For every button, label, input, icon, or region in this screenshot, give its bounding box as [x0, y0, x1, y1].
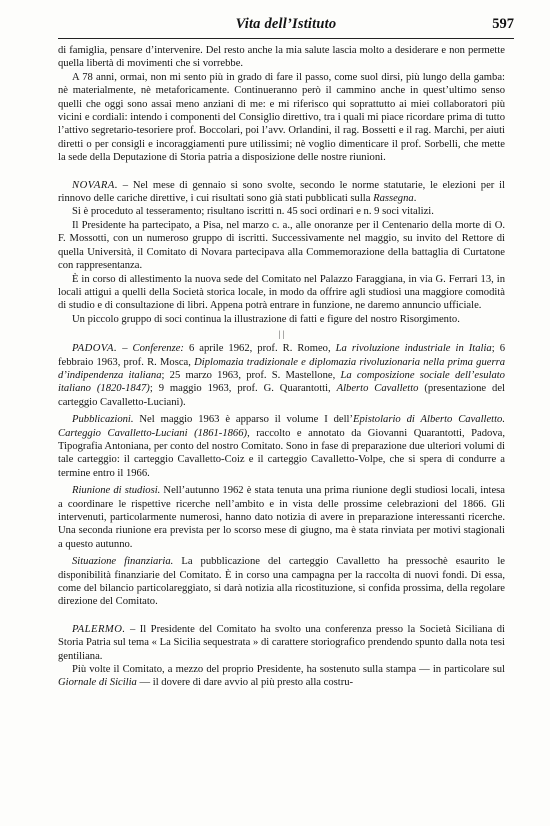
padova-heading: PADOVA.: [72, 343, 118, 355]
padova-fin-text: La pubblicazione del carteggio Cavalletto ha pressochè esaurito le disponibilità finanziarie del Comitato. È in corso una campagna per la raccolta di nuovi fondi. Di essa, come del bilancio particolareggiato, si darà notizia alla ricostituzione, si confida prossima, della regolare direzione del Comitato.: [58, 556, 505, 608]
divider-mark: | |: [278, 329, 285, 340]
palermo-paragraph-1: [58, 623, 505, 663]
padova-fin-label: Situazione finanziaria.: [72, 556, 174, 568]
novara-paragraph-4: È in corso di allestimento la nuova sede del Comitato nel Palazzo Faraggiana, in via G. Ferrari 13, in locali attigui a quelli della Società storica locale, in modo da offrire agli studiosi una maggiore comodità di studio e di consultazione di libri. Appena potrà entrare in funzione, ne daremo annuncio ufficiale.: [58, 273, 505, 312]
novara-paragraph-5: Un piccolo gruppo di soci continua la illustrazione di fatti e figure del nostro Risorgimento.: [72, 313, 460, 325]
padova-conf-title-c: La composizione sociale dell’esulato italiano (1820-1847): [58, 369, 505, 395]
running-title: Vita dell’Istituto: [235, 16, 337, 32]
palermo-paragraph-2: [58, 663, 505, 690]
novara-paragraph-3: Il Presidente ha partecipato, a Pisa, nel marzo c. a., alle onoranze per il Centenario della morte di O. F. Mossotti, con un numeroso gruppo di iscritti. Successivamente nel maggio, su invito del Rettore di quella Università, il Comitato di Novara partecipava alla Commemorazione della battaglia di Curtatone con rappresentanza.: [58, 219, 505, 272]
palermo-p1-text: – Il Presidente del Comitato ha svolto una conferenza presso la Società Siciliana di Storia Patria sul tema « La Sicilia sequestrata » di carattere storiografico prendendo spunto dalla nota tesi gentiliana.: [58, 623, 505, 662]
page-number: 597: [492, 16, 514, 32]
section-gap: [58, 609, 505, 623]
padova-conf-label: – Conferenze:: [117, 343, 184, 355]
padova-conf-text-c: ; 25 marzo 1963, prof. S. Mastellone,: [161, 369, 341, 381]
novara-p1-italic: Rassegna: [373, 193, 414, 205]
palermo-p2-text-a: Più volte il Comitato, a mezzo del proprio Presidente, ha sostenuto sulla stampa — in particolare sul: [72, 664, 505, 676]
intro-paragraph-1: di famiglia, pensare d’intervenire. Del resto anche la mia salute lascia molto a desiderare e non permette quella libertà di movimenti che si vorrebbe.: [58, 45, 505, 70]
padova-conf-title-b: Diplomazia tradizionale e diplomazia rivoluzionaria nella prima guerra d’indipendenza italiana: [58, 356, 505, 381]
padova-paragraph-finanze: [58, 555, 505, 609]
novara-heading: NOVARA.: [72, 179, 118, 191]
main-text: [58, 44, 505, 690]
padova-paragraph-conferenze: [58, 342, 505, 409]
padova-pub-text-b: , raccolto e annotato da Giovanni Quarantotti, Padova, Tipografia Antoniana, per conto del nostro Comitato. Sono in fase di preparazione due ulteriori volumi di tale carteggio: il carteggio Cavalletto-Coiz e il carteggio Cavalletto-Volpe, che si spera di condurre a termine entro il 1966.: [58, 427, 505, 479]
palermo-heading: PALERMO.: [72, 623, 126, 635]
novara-p1-end: .: [413, 193, 417, 205]
palermo-p2-text-b: — il dovere di dare avvio al più presto alla costru-: [136, 677, 354, 689]
novara-paragraph-1: [58, 179, 505, 206]
padova-riun-label: Riunione di studiosi.: [72, 485, 161, 497]
running-header: [58, 16, 514, 39]
padova-conf-text-b: ; 6 febbraio 1963, prof. R. Mosca,: [58, 343, 506, 368]
padova-conf-text-e: (presentazione del carteggio Cavalletto-Luciani).: [58, 383, 505, 408]
padova-riun-text: Nell’autunno 1962 è stata tenuta una prima riunione degli studiosi locali, intesa a coordinare le rispettive ricerche nell’ambito e in vista delle prossime celebrazioni del 1866. Gli intervenuti, particolarmente numerosi, hanno dato notizia di avere in preparazione interessanti ricerche. Una seconda riunione era prevista per lo scorso mese di giugno, ma è stata rinviata per motivi stagionali a questo autunno.: [58, 485, 505, 550]
novara-p1-text: – Nel mese di gennaio si sono svolte, secondo le norme statutarie, le elezioni per il rinnovo delle cariche direttive, i cui risultati sono già stati pubblicati sulla: [58, 179, 505, 205]
padova-pub-label: Pubblicazioni.: [72, 414, 134, 426]
padova-pub-text-a: Nel maggio 1963 è apparso il volume I dell’: [133, 414, 354, 426]
novara-paragraph-2: Si è proceduto al tesseramento; risultano iscritti n. 45 soci ordinari e n. 9 soci vitalizi.: [72, 206, 434, 218]
padova-conf-title-d: Alberto Cavalletto: [336, 383, 419, 395]
padova-conf-title-a: La rivoluzione industriale in Italia: [335, 343, 492, 355]
padova-pub-title: Epistolario di Alberto Cavalletto. Carteggio Cavalletto-Luciani (1861-1866): [58, 414, 505, 439]
padova-conf-text-d: ; 9 maggio 1963, prof. G. Quarantotti,: [149, 383, 337, 395]
padova-paragraph-riunione: [58, 484, 505, 551]
intro-paragraph-2: A 78 anni, ormai, non mi sento più in grado di fare il passo, come suol dirsi, più lungo della gamba: nè materialmente, nè metaforicamente. Continueranno però il cammino anche in quest’ultimo senso quelli che oggi sono assai meno anziani di me: e mi riferisco qui soprattutto ai miei collaboratori più vicini e cordiali: intendo i componenti del Consiglio direttivo, tra i quali mi piace ricordare prima di tutto l’attivo segretario-tesoriere prof. Boccolari, poi l’avv. Orlandini, il rag. Bossetti e il rag. Marchi, per aiuti diretti o per consigli e incoraggiamenti pure utilissimi; nè voglio dimenticare il prof. Sorbelli, che mette la sede della Deputazione di Storia patria a disposizione delle nostre riunioni.: [58, 71, 505, 164]
padova-conf-text-a: 6 aprile 1962, prof. R. Romeo,: [183, 343, 336, 355]
section-gap: [58, 165, 505, 179]
padova-paragraph-pubblicazioni: [58, 413, 505, 480]
palermo-p2-newspaper: Giornale di Sicilia: [58, 677, 137, 689]
